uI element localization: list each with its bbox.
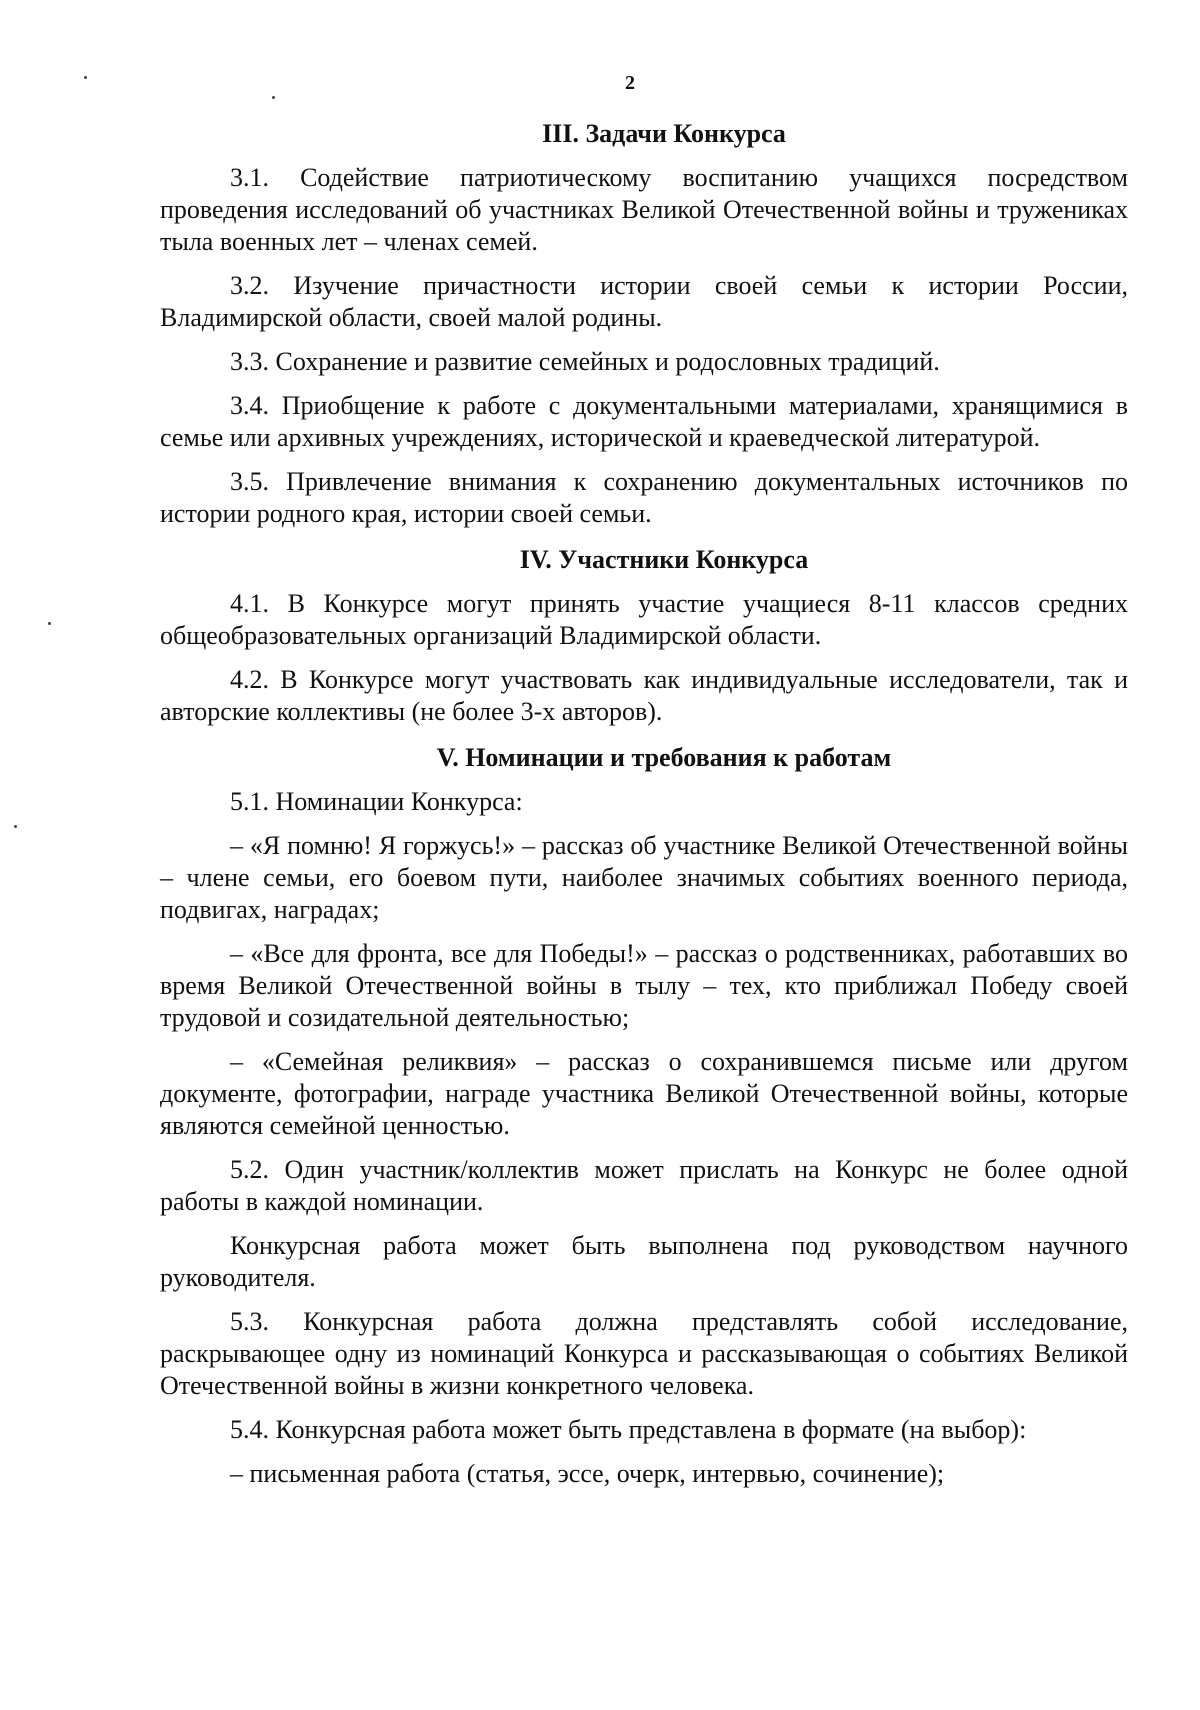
- nomination-family-relic: – «Семейная реликвия» – рассказ о сохранившемся письме или другом документе, фотографии, награде участника Великой Отечественной войны, которые являются семейной ценностью.: [160, 1047, 1128, 1140]
- clause-3-2: 3.2. Изучение причастности истории своей семьи к истории России, Владимирской области, своей малой родины.: [160, 271, 1128, 332]
- document-body: [160, 118, 1128, 1502]
- clause-3-4: 3.4. Приобщение к работе с документальными материалами, хранящимися в семье или архивных учреждениях, исторической и краеведческой литературой.: [160, 391, 1128, 452]
- page-number: 2: [625, 72, 635, 94]
- scan-speck: [272, 96, 275, 99]
- scan-speck: [14, 825, 17, 828]
- clause-5-1: 5.1. Номинации Конкурса:: [230, 787, 523, 816]
- nomination-all-for-front: – «Все для фронта, все для Победы!» – рассказ о родственниках, работавших во время Великой Отечественной войны в тылу – тех, кто приближал Победу своей трудовой и созидательной деятельностью;: [160, 939, 1128, 1032]
- clause-3-1: 3.1. Содействие патриотическому воспитанию учащихся посредством проведения исследований об участниках Великой Отечественной войны и тружениках тыла военных лет – членах семей.: [160, 163, 1128, 256]
- section-heading-tasks: III. Задачи Конкурса: [542, 119, 786, 148]
- nomination-i-remember: – «Я помню! Я горжусь!» – рассказ об участнике Великой Отечественной войны – члене семьи, его боевом пути, наиболее значимых событиях военного периода, подвигах, наградах;: [160, 831, 1128, 924]
- clause-5-4: 5.4. Конкурсная работа может быть представлена в формате (на выбор):: [230, 1415, 1027, 1444]
- clause-4-2: 4.2. В Конкурсе могут участвовать как индивидуальные исследователи, так и авторские коллективы (не более 3-х авторов).: [160, 665, 1128, 726]
- scan-speck: [48, 622, 51, 625]
- clause-5-3: 5.3. Конкурсная работа должна представлять собой исследование, раскрывающее одну из номинаций Конкурса и рассказывающая о событиях Великой Отечественной войны в жизни конкретного человека.: [160, 1307, 1128, 1400]
- clause-3-5: 3.5. Привлечение внимания к сохранению документальных источников по истории родного края, истории своей семьи.: [160, 467, 1128, 528]
- section-heading-participants: IV. Участники Конкурса: [519, 545, 809, 574]
- clause-5-2: 5.2. Один участник/коллектив может прислать на Конкурс не более одной работы в каждой номинации.: [160, 1155, 1128, 1216]
- format-written-work: – письменная работа (статья, эссе, очерк, интервью, сочинение);: [230, 1459, 945, 1488]
- clause-3-3: 3.3. Сохранение и развитие семейных и родословных традиций.: [230, 347, 940, 376]
- clause-5-2-supervisor: Конкурсная работа может быть выполнена под руководством научного руководителя.: [160, 1231, 1128, 1292]
- section-heading-nominations: V. Номинации и требования к работам: [436, 743, 892, 772]
- clause-4-1: 4.1. В Конкурсе могут принять участие учащиеся 8-11 классов средних общеобразовательных организаций Владимирской области.: [160, 589, 1128, 650]
